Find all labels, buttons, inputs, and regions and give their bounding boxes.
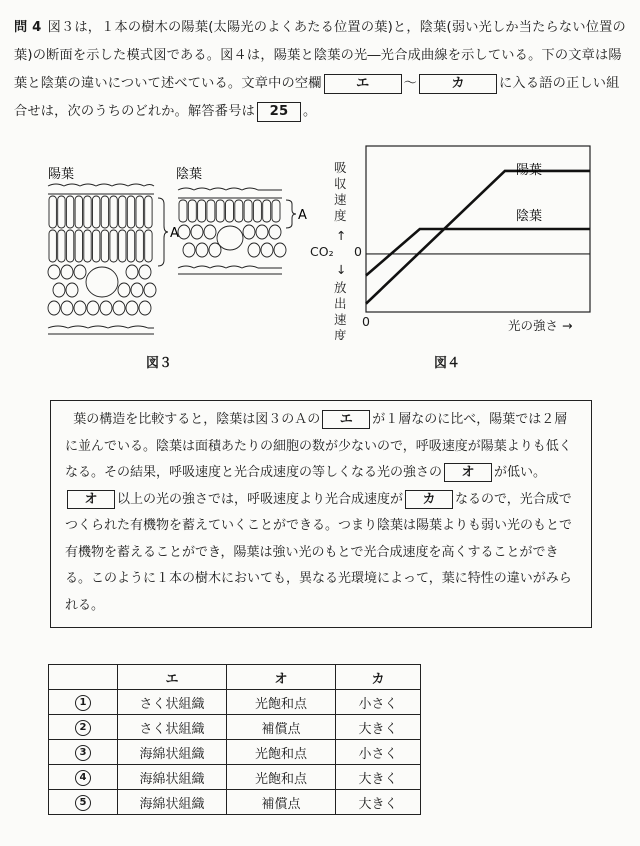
y-zero-label: 0 [354,244,362,259]
spongy-cell [183,243,195,257]
spongy-cell [269,225,281,239]
table-row [49,765,421,790]
tilde: ～ [403,76,418,91]
answer-table [48,664,421,815]
spongy-cell [100,301,112,315]
passage-blank-ka: カ [405,490,453,509]
spongy-cell [144,283,156,297]
cell-o: 補償点 [227,790,336,815]
palisade-cell [49,196,56,228]
passage-text-2: が１層なのに比べ，陽葉では２層に並んでいる。陰葉は面積あたりの細胞の数が少ないので，呼吸速度が陽葉よりも低くなる。その結果，呼吸速度と光合成速度の等しくなる光の強さの [65,412,572,480]
question-part1: 図３は，１本の樹木の陽葉(太陽光のよくあたる位置の葉)と，陰葉(弱い光しか当たらない位置の葉)の断面を示した模式図である。図４は，陽葉と陰葉の光―光合成曲線を示している。下の文章は陽葉と陰葉の違いについて述べている。文章中の空欄 [14,20,626,91]
palisade-cell [179,200,187,222]
palisade-cell [253,200,261,222]
answer-number-box: 25 [257,102,301,122]
palisade-cell [127,196,134,228]
passage-text-3: が低い。 [494,465,547,480]
sun-vein [86,267,118,297]
sun-bracket-a [158,198,168,266]
table-row [49,690,421,715]
palisade-cell [198,200,206,222]
header-blank [49,665,118,690]
spongy-cell [243,225,255,239]
palisade-cell [272,200,280,222]
table-row [49,715,421,740]
header-o: オ [227,665,336,690]
palisade-cell [145,230,152,262]
passage-text-1: 葉の構造を比較すると，陰葉は図３のＡの [73,412,321,427]
series-sun-label: 陽葉 [516,163,543,178]
palisade-cell [49,230,56,262]
passage-blank-o-1: オ [444,463,492,482]
palisade-cell [101,230,108,262]
spongy-cell [131,283,143,297]
sun-palisade-layers [49,196,152,262]
cell-ka: 大きく [336,715,421,740]
spongy-cell [61,265,73,279]
spongy-cell [196,243,208,257]
question-text [14,14,626,126]
cell-o: 光飽和点 [227,690,336,715]
cell-o: 光飽和点 [227,765,336,790]
question-part2: に入る語の正しい組合せは，次のうちのどれか。解答番号は [14,76,620,119]
palisade-cell [84,230,91,262]
spongy-cell [274,243,286,257]
table-header-row [49,665,421,690]
y-label-top-char1: 吸 [334,160,347,175]
question-number: 問 4 [14,20,42,35]
cell-o: 光飽和点 [227,740,336,765]
sun-a-label: A [170,226,179,241]
co2-label: CO₂ [310,244,334,259]
cell-o: 補償点 [227,715,336,740]
series-sun-line [366,171,590,304]
cell-ka: 大きく [336,765,421,790]
spongy-cell [74,265,86,279]
figure-4-caption: 図４ [434,356,461,371]
spongy-cell [204,225,216,239]
palisade-cell [101,196,108,228]
palisade-cell [75,230,82,262]
passage-blank-e: エ [322,410,370,429]
shade-a-label: A [298,208,307,223]
palisade-cell [93,196,100,228]
blank-e-box: エ [324,74,402,94]
svg-text:速: 速 [334,192,347,207]
blank-ka-box: カ [419,74,497,94]
cell-e: さく状組織 [118,715,227,740]
palisade-cell [66,196,73,228]
spongy-cell [126,301,138,315]
sun-leaf-label: 陽葉 [48,167,75,182]
spongy-cell [53,283,65,297]
spongy-cell [113,301,125,315]
palisade-cell [244,200,252,222]
series-shade-label: 陰葉 [516,209,543,224]
palisade-cell [119,230,126,262]
shade-spongy-layer [178,225,286,257]
palisade-cell [145,196,152,228]
header-ka: カ [336,665,421,690]
spongy-cell [126,265,138,279]
spongy-cell [139,301,151,315]
cell-ka: 小さく [336,740,421,765]
choice-number: 5 [75,795,91,811]
palisade-cell [136,196,143,228]
passage-blank-o-2: オ [67,490,115,509]
question-end: 。 [302,104,317,119]
svg-text:度: 度 [334,208,347,223]
shade-bracket-a [286,200,296,228]
spongy-cell [256,225,268,239]
spongy-cell [178,225,190,239]
cell-ka: 大きく [336,790,421,815]
svg-text:出: 出 [334,296,347,311]
table-row [49,740,421,765]
shade-vein [217,226,243,250]
shade-palisade-layer [179,200,280,222]
palisade-cell [75,196,82,228]
palisade-cell [235,200,243,222]
palisade-cell [127,230,134,262]
y-arrow-down: ↓ [336,262,347,277]
spongy-cell [261,243,273,257]
series-shade-line [366,229,590,276]
passage-text-5: なるので，光合成でつくられた有機物を蓄えていくことができる。つまり陰葉は陽葉よりも弱い光のもとで有機物を蓄えることができ，陽葉は強い光のもとで光合成速度を高くすることができる。このように１本の樹木においても，異なる光環境によって，葉に特性の違いがみられる。 [65,491,573,613]
palisade-cell [66,230,73,262]
spongy-cell [74,301,86,315]
sun-spongy-layer [48,265,156,315]
palisade-cell [226,200,234,222]
palisade-cell [58,196,65,228]
cell-ka: 小さく [336,690,421,715]
x-zero-label: 0 [362,314,370,329]
spongy-cell [191,225,203,239]
cell-e: 海綿状組織 [118,740,227,765]
spongy-cell [66,283,78,297]
svg-text:収: 収 [334,176,347,191]
palisade-cell [136,230,143,262]
svg-text:速: 速 [334,312,347,327]
palisade-cell [119,196,126,228]
cell-e: 海綿状組織 [118,765,227,790]
y-arrow-up: ↑ [336,228,347,243]
sun-leaf-section [48,184,156,334]
spongy-cell [61,301,73,315]
palisade-cell [110,230,117,262]
passage-text-4: 以上の光の強さでは，呼吸速度より光合成速度が [117,491,404,507]
choice-number: 4 [75,770,91,786]
svg-text:放: 放 [334,280,347,295]
palisade-cell [58,230,65,262]
choice-number: 1 [75,695,91,711]
spongy-cell [118,283,130,297]
figure-3-caption: 図３ [146,356,173,371]
spongy-cell [87,301,99,315]
table-row [49,790,421,815]
palisade-cell [188,200,196,222]
spongy-cell [48,301,60,315]
palisade-cell [110,196,117,228]
x-axis-label: 光の強さ → [508,318,573,333]
shade-leaf-label: 陰葉 [176,167,203,182]
shade-leaf-section [178,188,286,274]
palisade-cell [263,200,271,222]
palisade-cell [216,200,224,222]
palisade-cell [93,230,100,262]
figure-4-chart [300,140,600,340]
figure-3-leaf-diagram [36,160,336,350]
palisade-cell [84,196,91,228]
spongy-cell [48,265,60,279]
passage-box [50,400,592,628]
header-e: エ [118,665,227,690]
choice-number: 2 [75,720,91,736]
svg-text:度: 度 [334,328,347,340]
choice-number: 3 [75,745,91,761]
cell-e: 海綿状組織 [118,790,227,815]
cell-e: さく状組織 [118,690,227,715]
spongy-cell [248,243,260,257]
spongy-cell [139,265,151,279]
palisade-cell [207,200,215,222]
